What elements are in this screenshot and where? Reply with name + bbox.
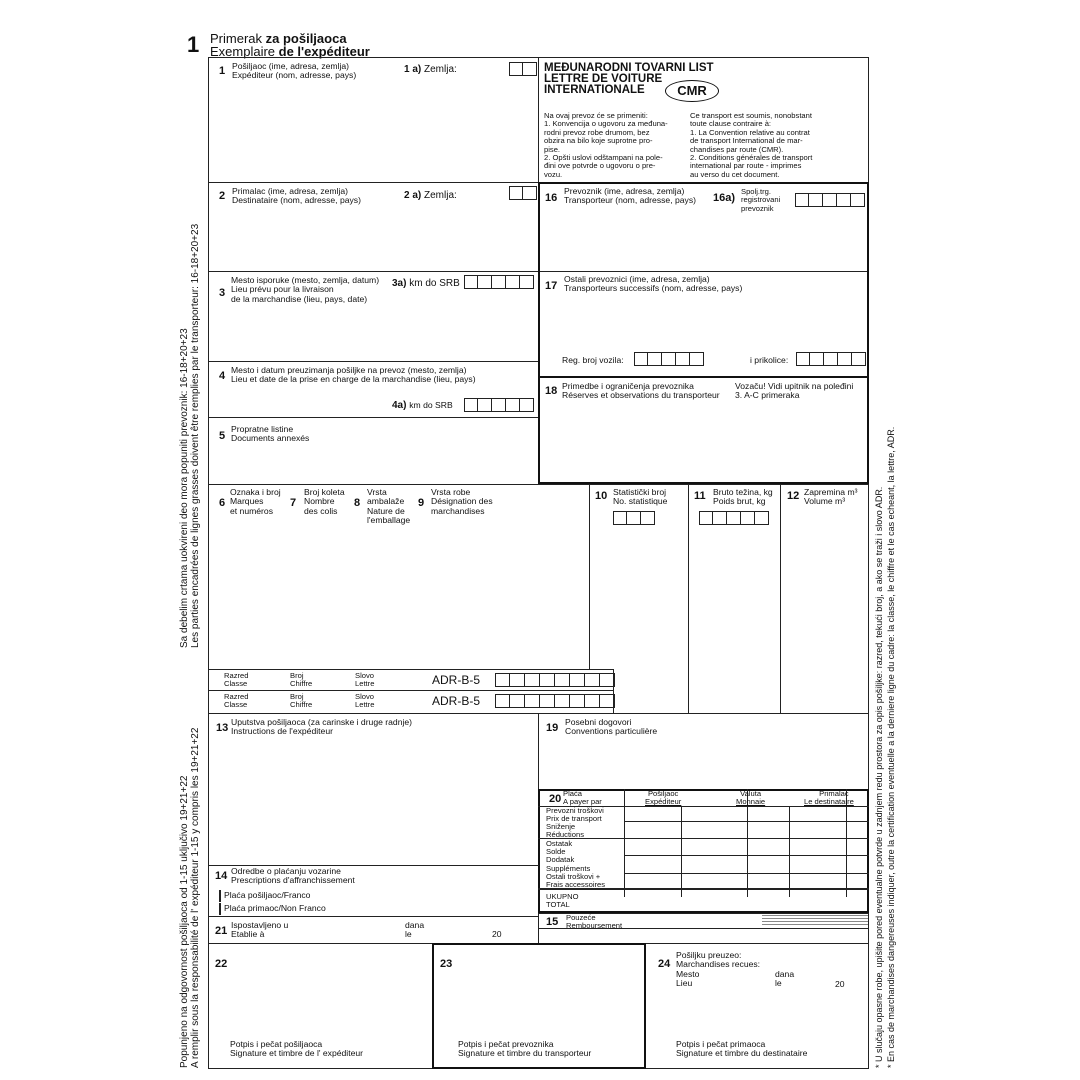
- field-12-label: Zapremina m³ Volume m³: [804, 487, 858, 507]
- field-15-num: 15: [546, 916, 559, 928]
- field-6-label: Oznaka i broj Marques et numéros: [230, 487, 281, 516]
- field-18-label: Primedbe i ograničenja prevoznika Réserves et observations du transporteur: [562, 381, 720, 401]
- col-sender: Pošiljaoc Expéditeur: [645, 789, 682, 807]
- field-1-num: 1: [219, 65, 226, 77]
- adr1-number: Broj Chiffre: [290, 671, 313, 689]
- field-1a-boxes[interactable]: [509, 62, 537, 76]
- field-9-label: Vrsta robe Désignation des marchandises: [431, 487, 493, 516]
- copy-title: [210, 32, 370, 58]
- field-14-num: 14: [215, 870, 228, 882]
- carrier-bold-frame: [538, 182, 869, 484]
- copy-title-l2: Exemplaire: [210, 44, 279, 59]
- convention-left: Na ovaj prevoz će se primeniti: 1. Konvencija o ugovoru za međuna- rodni prevoz robe drumom, bez obzira na bilo koje suprotne pro- pise. 2. Opšti uslovi odštampani na pole- đini ove potvrde o ugovoru o pre- vozu.: [544, 111, 668, 179]
- field-4-label: Mesto i datum preuzimanja pošiljke na prevoz (mesto, zemlja) Lieu et date de la prise en charge de la marchandise (lieu, pays): [231, 365, 476, 385]
- field-3a-label: 3a) km do SRB: [392, 278, 460, 289]
- copy-title-l2-bold: de l'expéditeur: [278, 44, 370, 59]
- field-23-signature: Potpis i pečat prevoznika Signature et timbre du transporteur: [458, 1039, 592, 1059]
- field-20-num: 20: [549, 793, 562, 805]
- field-1-label: Pošiljaoc (ime, adresa, zemlja) Expéditeur (nom, adresse, pays): [232, 61, 357, 81]
- field-4a-boxes[interactable]: [464, 398, 534, 412]
- adr1-class: Razred Classe: [224, 671, 249, 689]
- option-non-franco[interactable]: Plaća primaoc/Non Franco: [219, 904, 326, 914]
- field-21-label: Ispostavljeno u Etablie à: [231, 920, 289, 940]
- field-19-label: Posebni dogovori Conventions particulière: [565, 717, 658, 737]
- field-16-num: 16: [545, 192, 558, 204]
- field-8-label: Vrsta ambalaže Nature de l'emballage: [367, 487, 411, 526]
- document-title: MEĐUNARODNI TOVARNI LIST LETTRE DE VOITURE INTERNATIONALE: [544, 62, 714, 96]
- field-18-note: Vozaču! Vidi upitnik na poleđini 3. A-C primeraka: [735, 381, 854, 401]
- side-note-carrier: Sa debelim crtama uokvireni deo mora popuniti prevoznik: 16-18+20+23 Les parties encadrées de lignes grasses doivent être remplies par le transporteur: 16-18+20+23: [179, 223, 201, 648]
- col-currency: Valuta Monnaie: [736, 789, 766, 807]
- field-11-label: Bruto težina, kg Poids brut, kg: [713, 487, 773, 507]
- field-2-num: 2: [219, 190, 226, 202]
- reg-vehicle-label: Reg. broj vozila:: [562, 355, 624, 365]
- field-13-num: 13: [216, 722, 229, 734]
- field-17-label: Ostali prevoznici (ime, adresa, zemlja) Transporteurs successifs (nom, adresse, pays): [564, 274, 743, 294]
- checkbox-non-franco: [219, 903, 221, 915]
- field-7-label: Broj koleta Nombre des colis: [304, 487, 345, 516]
- field-7-num: 7: [290, 497, 297, 509]
- adr2-letter: Slovo Lettre: [355, 692, 375, 710]
- field-3a-boxes[interactable]: [464, 275, 534, 289]
- payment-total: UKUPNO TOTAL: [546, 892, 579, 910]
- field-24-date: dana le: [775, 969, 795, 989]
- copy-title-l1-bold: za pošiljaoca: [265, 31, 347, 46]
- field-22-signature: Potpis i pečat pošiljaoca Signature et timbre de l' expéditeur: [230, 1039, 364, 1059]
- convention-right: Ce transport est soumis, nonobstant toute clause contraire à: 1. La Convention relative au contrat de transport International de mar- chandises par route (CMR). 2. Conditions générales de transport international par route - imprimes au verso du cet document.: [690, 111, 813, 179]
- payment-rows-2: Ostatak Solde Dodatak Suppléments Ostali troškovi + Frais accessoires: [546, 839, 606, 890]
- field-16a-label: Spolj.trg. registrovani prevoznik: [741, 187, 781, 213]
- option-franco[interactable]: Plaća pošiljaoc/Franco: [219, 891, 310, 901]
- field-16-label: Prevoznik (ime, adresa, zemlja) Transporteur (nom, adresse, pays): [564, 186, 696, 206]
- field-4a-label: 4a) km do SRB: [392, 400, 453, 411]
- field-23-num: 23: [440, 958, 453, 970]
- field-15-label: Pouzeće Remboursement: [566, 913, 623, 931]
- copy-number: 1: [187, 32, 200, 57]
- field-10-label: Statistički broj No. statistique: [613, 487, 668, 507]
- field-8-num: 8: [354, 497, 361, 509]
- field-1a-label: 1 a) Zemlja:: [404, 64, 457, 75]
- adr1-boxes[interactable]: [495, 673, 615, 687]
- adr1-letter: Slovo Lettre: [355, 671, 375, 689]
- adr2-class: Razred Classe: [224, 692, 249, 710]
- field-24-place: Mesto Lieu: [676, 969, 700, 989]
- field-22-num: 22: [215, 958, 228, 970]
- field-21-num: 21: [215, 925, 228, 937]
- field-2a-boxes[interactable]: [509, 186, 537, 200]
- field-3-num: 3: [219, 287, 226, 299]
- field-11-num: 11: [694, 490, 706, 502]
- reg-vehicle-boxes[interactable]: [634, 352, 704, 366]
- field-24-signature: Potpis i pečat primaoca Signature et timbre du destinataire: [676, 1039, 808, 1059]
- reg-trailer-label: i prikolice:: [750, 355, 789, 365]
- field-4-num: 4: [219, 370, 226, 382]
- reg-trailer-boxes[interactable]: [796, 352, 866, 366]
- side-note-sender: Popunjeno na odgovornost pošiljaoca od 1-15 uključivo 19+21+22 A remplir sous la responsabilité de l' expéditeur 1-15 y compris les 19+21+22: [179, 727, 201, 1068]
- adr2-boxes[interactable]: [495, 694, 615, 708]
- field-24-num: 24: [658, 958, 671, 970]
- side-note-dangerous-goods: * U slučaju opasne robe, upišite pored eventualne potvrde u zadnjem redu prostora za opis pošiljke: razred, tekući broj, a ako se traži i slovo ADR. * En cas de marchandises dangereuses indiquer, outre la certification eventuelle a la derniere ligne du cadre: la classe, le chiffre et le cas echeant, la lettre, ADR.: [874, 426, 896, 1068]
- field-16a-num: 16a): [713, 192, 736, 204]
- field-2a-label: 2 a) Zemlja:: [404, 190, 457, 201]
- copy-title-l1: Primerak: [210, 31, 266, 46]
- field-5-num: 5: [219, 430, 226, 442]
- field-24-label: Pošiljku preuzeo: Marchandises recues:: [676, 950, 761, 970]
- adr2-number: Broj Chiffre: [290, 692, 313, 710]
- field-14-label: Odredbe o plaćanju vozarine Prescriptions d'affranchissement: [231, 866, 355, 886]
- field-16a-boxes[interactable]: [795, 193, 865, 207]
- adr1-code: ADR-B-5: [432, 673, 481, 687]
- field-13-label: Uputstva pošiljaoca (za carinske i druge radnje) Instructions de l'expéditeur: [231, 717, 413, 737]
- field-21-date: dana le: [405, 920, 425, 940]
- field-2-label: Primalac (ime, adresa, zemlja) Destinataire (nom, adresse, pays): [232, 186, 361, 206]
- field-12-num: 12: [787, 490, 800, 502]
- field-10-boxes[interactable]: [613, 511, 655, 525]
- checkbox-franco: [219, 890, 221, 902]
- cod-shading: [762, 915, 868, 927]
- field-10-num: 10: [595, 490, 608, 502]
- field-6-num: 6: [219, 497, 226, 509]
- cmr-badge: CMR: [665, 80, 719, 102]
- field-17-num: 17: [545, 280, 558, 292]
- field-3-label: Mesto isporuke (mesto, zemlja, datum) Lieu prévu pour la livraison de la marchandise (lieu, pays, date): [231, 275, 380, 304]
- field-11-boxes[interactable]: [699, 511, 769, 525]
- payment-rows: Prevozni troškovi Prix de transport Sniženje Réductions: [546, 806, 604, 839]
- field-5-label: Propratne listine Documents annexés: [231, 424, 310, 444]
- adr2-code: ADR-B-5: [432, 694, 481, 708]
- field-21-year: 20: [492, 929, 502, 939]
- field-24-year: 20: [835, 979, 845, 989]
- field-9-num: 9: [418, 497, 425, 509]
- field-19-num: 19: [546, 722, 559, 734]
- field-20-label: Plaća A payer par: [563, 789, 602, 807]
- col-recipient: Primalac Le destinataire: [804, 789, 854, 807]
- field-18-num: 18: [545, 385, 558, 397]
